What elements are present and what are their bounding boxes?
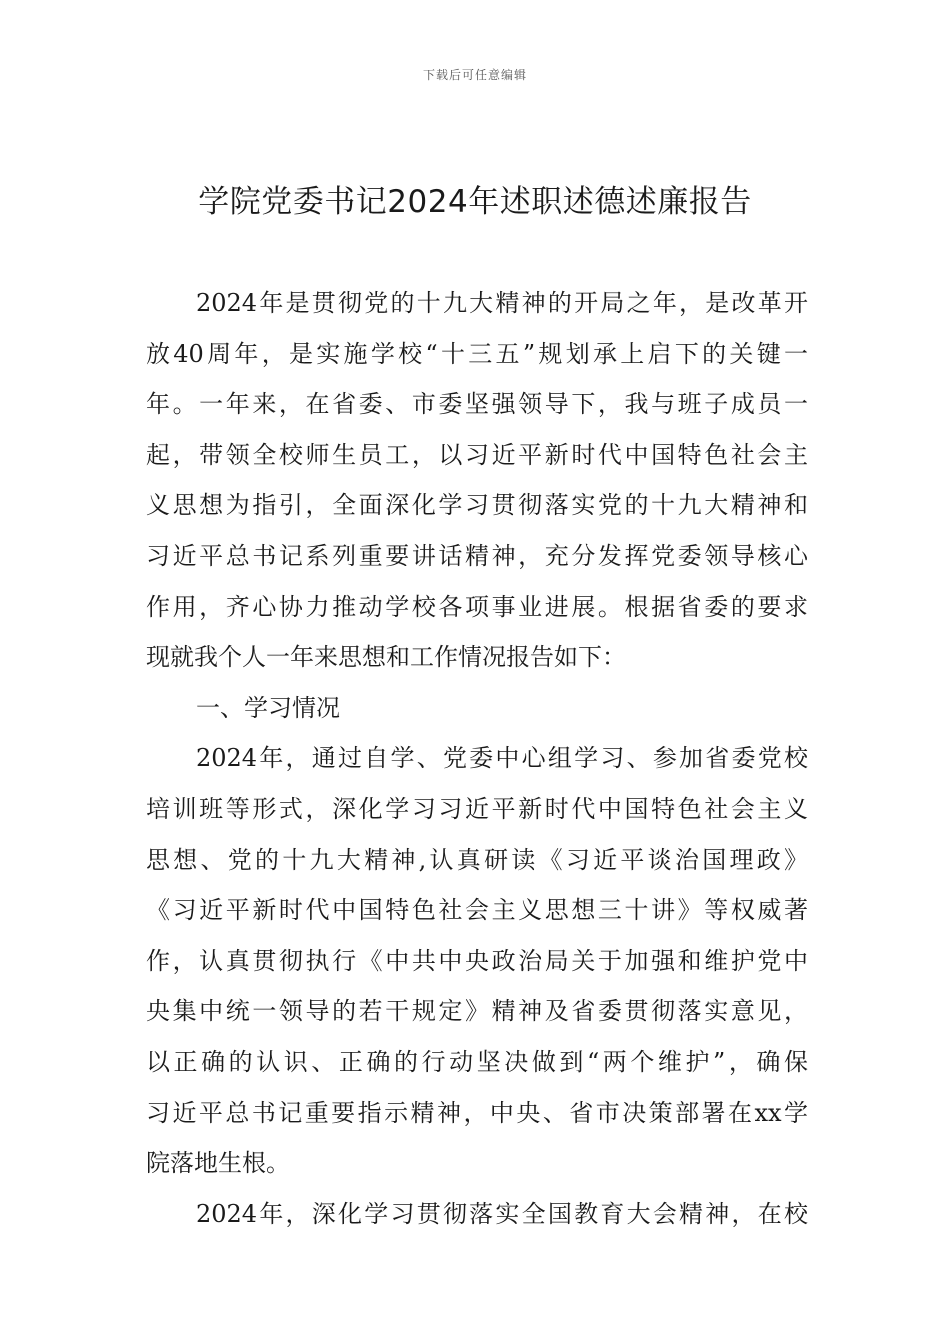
body-line: 作，认真贯彻执行《中共中央政治局关于加强和维护党中 — [146, 946, 808, 975]
body-line: 2024年是贯彻党的十九大精神的开局之年，是改革开 — [196, 289, 808, 317]
document-body — [146, 278, 808, 1239]
body-line: 央集中统一领导的若干规定》精神及省委贯彻落实意见， — [146, 997, 808, 1026]
body-line: 思想、党的十九大精神,认真研读《习近平谈治国理政》 — [146, 845, 808, 874]
body-line: 现就我个人一年来思想和工作情况报告如下： — [146, 643, 626, 672]
body-line: 培训班等形式，深化学习习近平新时代中国特色社会主义 — [146, 794, 808, 823]
body-line: 放40周年，是实施学校“十三五”规划承上启下的关键一 — [146, 339, 808, 368]
body-line: 院落地生根。 — [146, 1149, 290, 1178]
body-line: 以正确的认识、正确的行动坚决做到“两个维护”，确保 — [146, 1047, 808, 1076]
body-line: 2024年，通过自学、党委中心组学习、参加省委党校 — [196, 744, 808, 773]
page-header-note: 下载后可任意编辑 — [422, 68, 527, 82]
body-line: 2024年，深化学习贯彻落实全国教育大会精神，在校 — [196, 1199, 808, 1228]
body-line: 《习近平新时代中国特色社会主义思想三十讲》等权威著 — [146, 896, 808, 925]
body-line: 义思想为指引，全面深化学习贯彻落实党的十九大精神和 — [146, 491, 808, 520]
document-title: 学院党委书记2024年述职述德述廉报告 — [198, 184, 752, 220]
body-line: 习近平总书记重要指示精神，中央、省市决策部署在xx学 — [146, 1098, 808, 1127]
body-line: 年。一年来，在省委、市委坚强领导下，我与班子成员一 — [146, 390, 808, 419]
body-line: 习近平总书记系列重要讲话精神，充分发挥党委领导核心 — [146, 541, 808, 570]
body-line: 作用，齐心协力推动学校各项事业进展。根据省委的要求 — [146, 592, 808, 621]
body-line: 起，带领全校师生员工，以习近平新时代中国特色社会主 — [146, 440, 808, 469]
section-heading: 一、学习情况 — [196, 693, 340, 722]
